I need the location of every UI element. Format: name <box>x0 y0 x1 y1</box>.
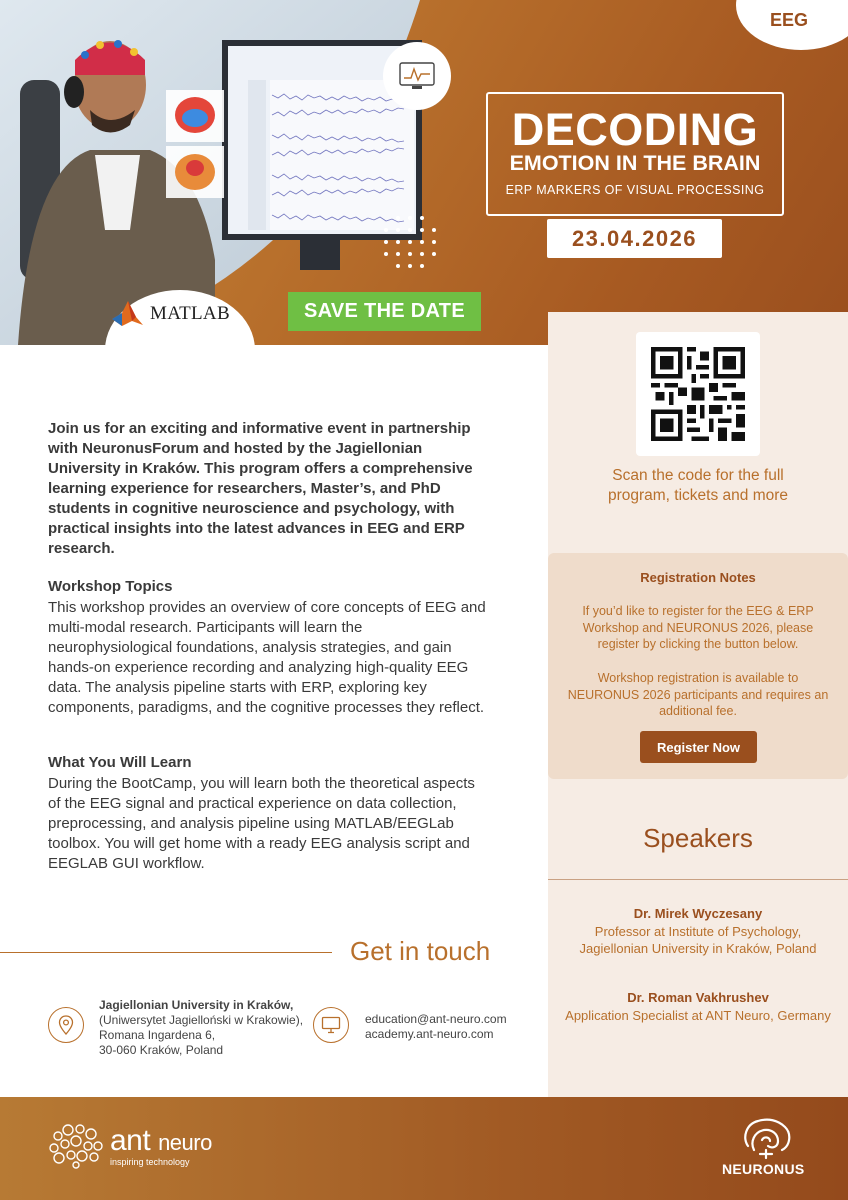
speaker-name: Dr. Roman Vakhrushev <box>627 990 769 1005</box>
intro-paragraph: Join us for an exciting and informative event in partnership with NeuronusForum and hosted by the Jagiellonian University in Kraków. This program offers a comprehensive learning experience for researchers, Master’s, and PhD students in cognitive neuroscience and psychology, with practical insights into the latest advances in EEG and ERP research. <box>48 420 473 557</box>
workshop-topics-body: This workshop provides an overview of core concepts of EEG and multi-modal research. Participants will learn the neurophysiological foundations, analysis strategies, and gain hands-on experience recording and analyzing high-quality EEG data. The analysis pipeline starts with ERP, exploring key components, paradigms, and the cognitive processes they reflect. <box>48 599 486 716</box>
speakers-heading: Speakers <box>643 823 753 853</box>
website-link[interactable]: academy.ant-neuro.com <box>365 1027 494 1041</box>
registration-note-2: Workshop registration is available to NEURONUS 2026 participants and requires an additional fee. <box>567 671 829 718</box>
eeg-tag: EEG <box>770 10 809 30</box>
neuronus-logo-icon <box>740 1116 794 1160</box>
qr-caption <box>560 466 836 506</box>
qr-caption-line-2: program, tickets and more <box>607 487 789 504</box>
event-title: DECODING <box>511 104 759 155</box>
decorative-dots <box>382 215 438 271</box>
qr-code-icon <box>651 347 745 441</box>
speaker-role: Application Specialist at ANT Neuro, Germany <box>565 1008 831 1023</box>
address-line: Romana Ingardena 6, <box>99 1028 216 1042</box>
ant-tagline: inspiring technology <box>110 1157 190 1167</box>
qr-code[interactable] <box>636 332 760 456</box>
address-name: Jagiellonian University in Kraków, <box>99 998 294 1012</box>
event-date: 23.04.2026 <box>547 219 722 258</box>
what-you-will-learn-heading: What You Will Learn <box>48 754 192 771</box>
contact-block <box>365 1012 507 1042</box>
get-in-touch-heading: Get in touch <box>350 936 491 966</box>
event-subtitle: EMOTION IN THE BRAIN <box>509 151 761 175</box>
ant-neuro-brain-dots-icon <box>48 1122 104 1170</box>
address-block <box>99 998 303 1058</box>
what-you-will-learn-body: During the BootCamp, you will learn both the theoretical aspects of the EEG signal and practical experience on data collection, preprocessing, and analysis pipeline using MATLAB/EEGLab toolbox. You will get home with a ready EEG analysis script and EEGLAB GUI workflow. <box>48 775 475 872</box>
register-now-button[interactable]: Register Now <box>640 731 757 763</box>
workshop-topics-heading: Workshop Topics <box>48 578 173 595</box>
neuronus-wordmark: NEURONUS <box>722 1161 805 1177</box>
matlab-wordmark: MATLAB <box>150 303 230 324</box>
registration-note-1: If you’d like to register for the EEG & ERP Workshop and NEURONUS 2026, please register by clicking the button below. <box>582 604 814 651</box>
speaker-name: Dr. Mirek Wyczesany <box>633 906 763 921</box>
location-pin-icon <box>48 1007 84 1043</box>
registration-title: Registration Notes <box>640 570 756 585</box>
matlab-logo <box>110 299 230 329</box>
address-line: 30-060 Kraków, Poland <box>99 1043 224 1057</box>
contact-divider <box>0 952 332 953</box>
speaker-role: Professor at Institute of Psychology, Jagiellonian University in Kraków, Poland <box>579 924 817 956</box>
email-link[interactable]: education@ant-neuro.com <box>365 1012 507 1026</box>
address-line: (Uniwersytet Jagielloński w Krakowie), <box>99 1013 304 1027</box>
matlab-membrane-icon <box>110 299 144 329</box>
event-tagline: ERP MARKERS OF VISUAL PROCESSING <box>505 183 765 197</box>
waveform-monitor-icon <box>383 42 451 110</box>
ant-neuro-logo <box>110 1124 212 1158</box>
neuro-wordmark: neuro <box>158 1130 212 1155</box>
save-the-date-banner: SAVE THE DATE <box>288 292 481 331</box>
ant-wordmark: ant <box>110 1124 151 1157</box>
speakers-divider <box>548 879 848 880</box>
monitor-icon <box>313 1007 349 1043</box>
qr-caption-line-1: Scan the code for the full <box>612 467 784 484</box>
